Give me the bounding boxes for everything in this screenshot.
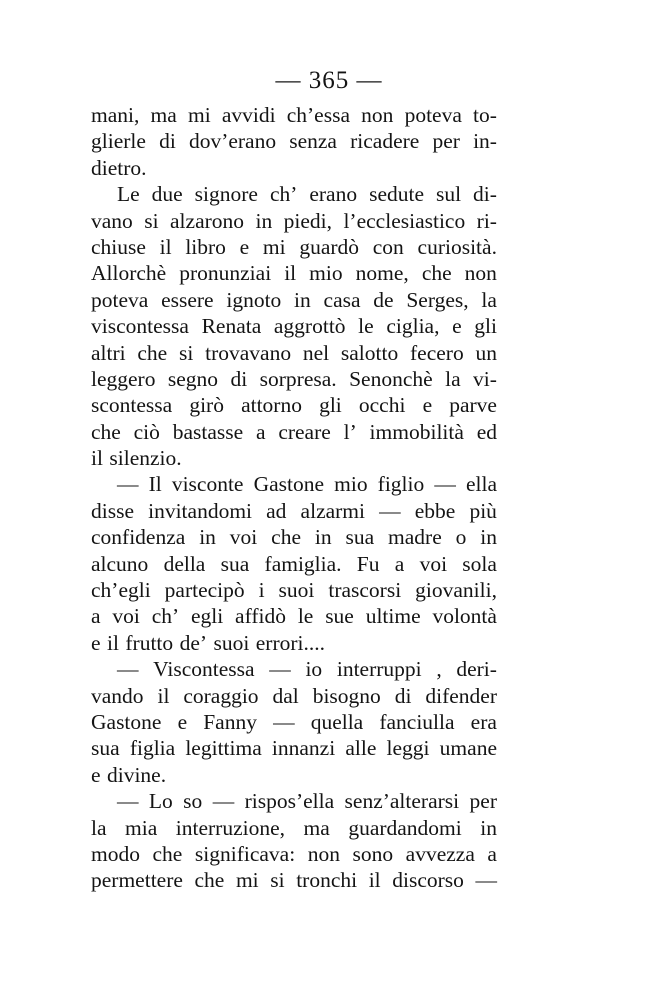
text-line <box>91 788 497 814</box>
text-line <box>91 867 497 893</box>
word: madre <box>388 525 442 550</box>
word: che <box>271 525 301 550</box>
word: poteva <box>91 287 149 312</box>
word: mio <box>334 472 368 497</box>
word: sua <box>91 736 120 761</box>
word: si <box>144 208 159 233</box>
word: figlio <box>377 472 425 497</box>
word: — <box>273 709 295 734</box>
word: alzarono <box>170 208 245 233</box>
word: Renata <box>201 314 262 339</box>
text-line <box>91 551 497 577</box>
word: signore <box>194 182 258 207</box>
word: mio <box>309 261 343 286</box>
word: disse <box>91 498 134 523</box>
word: parve <box>449 393 497 418</box>
text-line <box>91 762 497 788</box>
word: — <box>269 657 291 682</box>
word: occhi <box>358 393 406 418</box>
text-line <box>91 208 497 234</box>
word: affidò <box>235 604 286 629</box>
word: pronunziai <box>179 261 272 286</box>
word: Viscontessa <box>153 657 255 682</box>
word: ad <box>266 498 287 523</box>
word: ignoto <box>226 287 282 312</box>
text-line <box>91 260 497 286</box>
word: e <box>239 234 250 259</box>
word: interruzione, <box>175 815 286 840</box>
word: fanciulla <box>379 709 455 734</box>
word: dov’erano <box>188 129 277 154</box>
word: o <box>455 525 467 550</box>
word: ch’ <box>151 604 180 629</box>
word: nome, <box>355 261 409 286</box>
word: tronchi <box>296 868 358 893</box>
word: leggero <box>91 366 156 391</box>
word: scontessa <box>91 393 173 418</box>
word: silenzio. <box>109 446 182 471</box>
word: in- <box>473 129 497 154</box>
word: dal <box>272 683 299 708</box>
word: attorno <box>241 393 302 418</box>
text-line <box>91 815 497 841</box>
word: famiglia. <box>264 551 342 576</box>
word: interruppi <box>336 657 422 682</box>
word: il <box>368 868 381 893</box>
word: de <box>373 287 394 312</box>
word: in <box>294 287 311 312</box>
word: leggi <box>386 736 430 761</box>
word: — <box>212 789 235 814</box>
word: salotto <box>340 340 399 365</box>
word: sola <box>462 551 497 576</box>
word: più <box>469 498 497 523</box>
text-line <box>91 524 497 550</box>
word: — <box>379 498 401 523</box>
word: guardandomi <box>348 815 462 840</box>
word: legittima <box>185 736 262 761</box>
word: nel <box>302 340 330 365</box>
word: vano <box>91 208 133 233</box>
word: viscontessa <box>91 314 189 339</box>
word: erano <box>309 182 358 207</box>
word: era <box>470 709 497 734</box>
word: suoi <box>213 630 250 655</box>
word: in <box>480 815 497 840</box>
word: de’ <box>179 630 208 655</box>
word: gli <box>319 393 342 418</box>
text-line <box>91 366 497 392</box>
word: due <box>151 182 183 207</box>
word: ch’ <box>269 182 298 207</box>
word: la <box>445 366 461 391</box>
word: ebbe <box>414 498 456 523</box>
word: di <box>159 129 176 154</box>
word: non <box>361 103 394 127</box>
word: alcuno <box>91 551 149 576</box>
text-line <box>91 735 497 761</box>
word: partecipò <box>164 578 245 603</box>
word: casa <box>323 287 361 312</box>
word: altri <box>91 340 126 365</box>
word: suoi <box>278 578 315 603</box>
word: voi <box>419 551 448 576</box>
word: che <box>421 261 452 286</box>
word: modo <box>91 841 140 866</box>
word: e <box>422 393 433 418</box>
word: un <box>475 340 497 365</box>
word: creare <box>278 419 331 444</box>
word: — <box>475 868 497 893</box>
text-line <box>91 630 497 656</box>
word: gli <box>474 314 497 339</box>
word: , <box>436 657 442 682</box>
word: — <box>117 789 139 814</box>
word: visconte <box>171 472 244 497</box>
word: ciglia, <box>386 314 440 339</box>
word: e <box>91 762 101 787</box>
word: il <box>284 261 297 286</box>
word: per <box>432 129 460 154</box>
word: libro <box>185 234 226 259</box>
word: giovanili, <box>415 578 497 603</box>
word: avvidi <box>221 103 276 127</box>
word: errori.... <box>255 630 326 655</box>
word: senz’alterarsi <box>344 789 460 814</box>
word: senza <box>289 129 337 154</box>
word: mi <box>235 868 259 893</box>
word: che <box>137 340 168 365</box>
word: l’ecclesiastico <box>343 208 466 233</box>
word: che <box>152 841 183 866</box>
word: in <box>314 525 332 550</box>
text-line <box>91 656 497 682</box>
word: Allorchè <box>91 261 167 286</box>
word: ma <box>150 103 177 127</box>
word: trovavano <box>205 340 292 365</box>
text-line <box>91 577 497 603</box>
text-line <box>91 313 497 339</box>
word: il <box>157 683 170 708</box>
word: si <box>179 340 194 365</box>
word: ella <box>465 472 497 497</box>
word: Fu <box>356 551 380 576</box>
word: chiuse <box>91 234 146 259</box>
word: e <box>452 314 462 339</box>
word: — <box>117 657 139 682</box>
word: glierle <box>91 129 146 154</box>
word: a <box>394 551 405 576</box>
word: vando <box>91 683 144 708</box>
word: confidenza <box>91 525 186 550</box>
word: deri- <box>456 657 497 682</box>
word: non <box>307 841 340 866</box>
word: sue <box>325 604 354 629</box>
word: mani, <box>91 103 140 127</box>
word: voi <box>229 525 258 550</box>
word: ma <box>303 815 330 840</box>
word: ricadere <box>350 129 420 154</box>
word: bisogno <box>312 683 381 708</box>
text-line <box>91 841 497 867</box>
word: sorpresa. <box>259 366 337 391</box>
text-line <box>91 498 497 524</box>
word: sono <box>352 841 394 866</box>
word: ch’essa <box>286 103 351 127</box>
word: ultime <box>365 604 421 629</box>
word: la <box>91 815 107 840</box>
word: a <box>255 419 266 444</box>
word: il <box>106 630 119 655</box>
word: Il <box>148 472 162 497</box>
word: in <box>199 525 216 550</box>
word: alzarmi <box>300 498 366 523</box>
word: guardò <box>299 234 360 259</box>
text-line <box>91 102 497 128</box>
word: sedute <box>369 182 425 207</box>
page-number: — 365 — <box>275 67 383 94</box>
word: le <box>297 604 314 629</box>
word: di <box>230 366 248 391</box>
word: Fanny <box>203 709 257 734</box>
word: divine. <box>106 762 167 787</box>
word: egli <box>190 604 224 629</box>
text-line <box>91 471 497 497</box>
word: alle <box>345 736 377 761</box>
word: mi <box>187 103 211 127</box>
word: a <box>487 841 497 866</box>
word: Gastone <box>253 472 325 497</box>
word: bastasse <box>172 419 244 444</box>
word: dietro. <box>91 155 147 180</box>
word: — <box>117 472 139 497</box>
word: e <box>177 709 188 734</box>
word: a <box>91 604 101 629</box>
word: che <box>194 868 225 893</box>
word: l’ <box>343 419 357 444</box>
word: coraggio <box>183 683 259 708</box>
text-line <box>91 392 497 418</box>
word: fecero <box>410 340 464 365</box>
text-line <box>91 603 497 629</box>
word: permettere <box>91 868 183 893</box>
word: per <box>469 789 497 814</box>
word: — <box>434 472 456 497</box>
word: volontà <box>432 604 497 629</box>
word: si <box>270 868 285 893</box>
word: girò <box>189 393 224 418</box>
text-line <box>91 419 497 445</box>
word: aggrottò <box>273 314 346 339</box>
word: il <box>159 234 172 259</box>
body-text <box>91 102 497 894</box>
word: essere <box>161 287 214 312</box>
word: ciò <box>133 419 160 444</box>
word: segno <box>167 366 219 391</box>
word: le <box>358 314 374 339</box>
text-line <box>91 445 497 471</box>
word: Lo <box>148 789 173 814</box>
word: so <box>183 789 203 814</box>
word: mia <box>125 815 158 840</box>
word: difender <box>425 683 497 708</box>
word: e <box>91 630 101 655</box>
word: umane <box>439 736 497 761</box>
word: Gastone <box>91 709 162 734</box>
word: sua <box>345 525 375 550</box>
word: significava: <box>194 841 296 866</box>
word: avvezza <box>405 841 475 866</box>
word: discorso <box>392 868 464 893</box>
word: innanzi <box>271 736 336 761</box>
word: io <box>305 657 323 682</box>
word: della <box>163 551 206 576</box>
word: trascorsi <box>328 578 402 603</box>
word: Le <box>117 182 140 207</box>
word: rispos’ella <box>244 789 335 814</box>
word: ed <box>476 419 497 444</box>
word: Serges, <box>406 287 469 312</box>
word: che <box>91 419 121 444</box>
word: in <box>255 208 273 233</box>
word: di <box>394 683 412 708</box>
word: ri- <box>476 208 497 233</box>
word: vi- <box>473 366 497 391</box>
word: sua <box>220 551 250 576</box>
word: sul <box>435 182 462 207</box>
text-line <box>91 181 497 207</box>
word: frutto <box>125 630 174 655</box>
word: con <box>372 234 404 259</box>
word: invitandomi <box>148 498 253 523</box>
word: ch’egli <box>91 578 151 603</box>
text-line <box>91 234 497 260</box>
word: quella <box>310 709 364 734</box>
word: curiosità. <box>417 234 497 259</box>
text-line <box>91 340 497 366</box>
text-line <box>91 287 497 313</box>
word: mi <box>262 234 286 259</box>
word: il <box>91 446 103 471</box>
text-line <box>91 155 497 181</box>
word: in <box>480 525 497 550</box>
word: la <box>481 287 497 312</box>
word: i <box>258 578 265 603</box>
text-line <box>91 709 497 735</box>
word: Senonchè <box>349 366 433 391</box>
word: poteva <box>404 103 462 127</box>
word: voi <box>112 604 140 629</box>
text-line <box>91 128 497 154</box>
word: figlia <box>129 736 176 761</box>
word: piedi, <box>283 208 333 233</box>
word: di- <box>473 182 497 207</box>
word: non <box>464 261 497 286</box>
text-line <box>91 683 497 709</box>
word: immobilità <box>369 419 464 444</box>
word: to- <box>473 103 497 127</box>
